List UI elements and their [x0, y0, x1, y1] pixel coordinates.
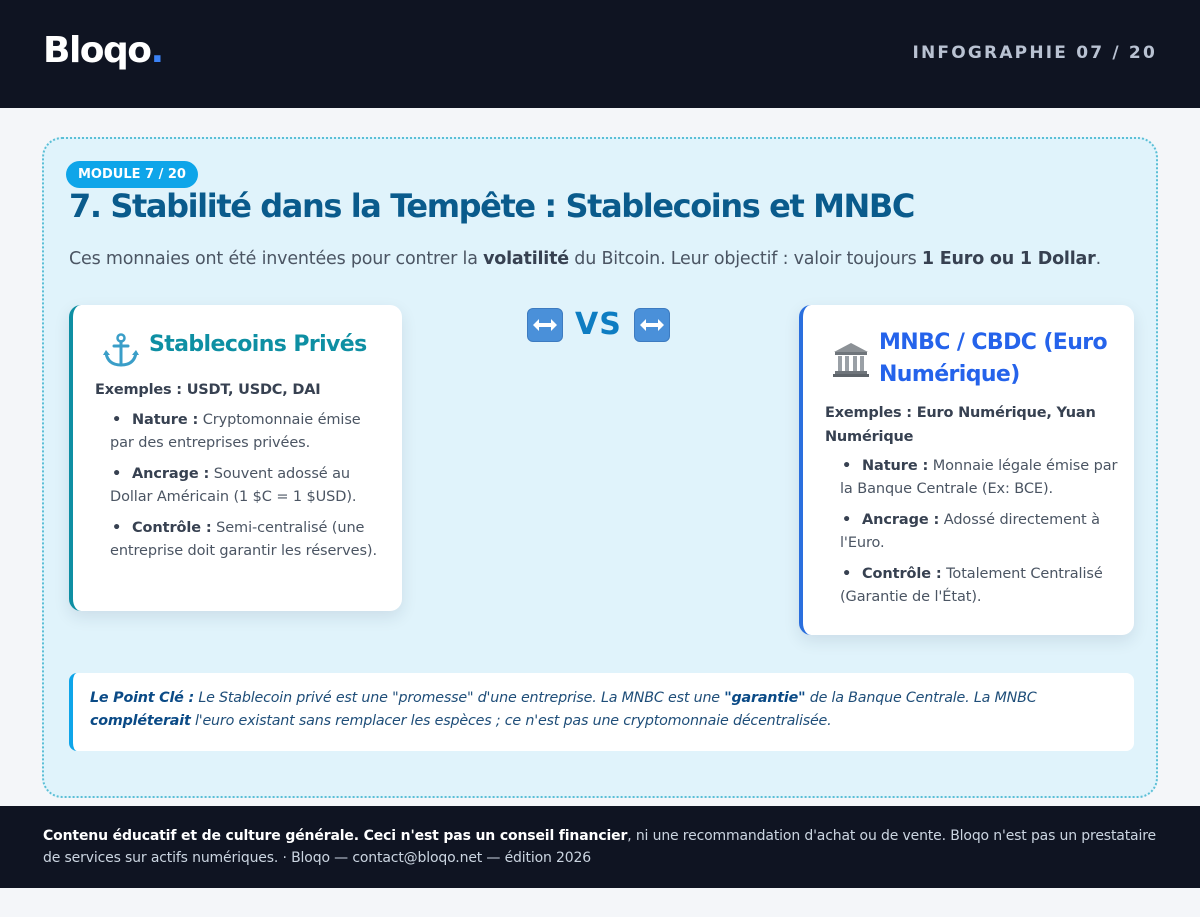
card-title: MNBC / CBDC (Euro Numérique): [879, 330, 1108, 387]
stablecoins-card: [69, 305, 402, 611]
card-examples: Exemples : Euro Numérique, Yuan Numérique: [825, 405, 1096, 445]
key-point-text: de la Banque Centrale. La MNBC: [805, 690, 1037, 706]
card-examples: Exemples : USDT, USDC, DAI: [95, 382, 321, 398]
intro-text: [69, 249, 1101, 269]
card-bullet-list: [840, 455, 1120, 617]
bullet-label: Ancrage :: [132, 466, 210, 482]
bullet-dot: •: [842, 512, 852, 528]
bullet-dot: •: [842, 566, 852, 582]
bullet-label: Contrôle :: [862, 566, 942, 582]
brand-logo[interactable]: [43, 30, 163, 71]
disclaimer-text: , ni une recommandation d'achat ou de vente. Bloqo n'est pas un prestataire de services sur actifs numériques. · Bloqo — contact@bloqo.net — édition 2026: [43, 828, 1156, 866]
intro-emphasis: 1 Euro ou 1 Dollar: [921, 249, 1096, 269]
bullet-text: Cryptomonnaie émise par des entreprises privées.: [110, 412, 361, 451]
bullet-dot: •: [112, 520, 122, 536]
bullet-label: Ancrage :: [862, 512, 940, 528]
intro-part: Ces monnaies ont été inventées pour contrer la: [69, 249, 484, 269]
key-point-text: l'euro existant sans remplacer les espèces ; ce n'est pas une cryptomonnaie décentralisée.: [190, 713, 832, 729]
bullet-text: Souvent adossé au Dollar Américain (1 $C = 1 $USD).: [110, 466, 357, 505]
bullet-dot: •: [112, 466, 122, 482]
anchor-icon: [101, 331, 141, 371]
bullet-text: Adossé directement à l'Euro.: [840, 512, 1100, 551]
card-bullet-list: [110, 409, 380, 571]
bullet-text: Semi-centralisé (une entreprise doit garantir les réserves).: [110, 520, 377, 559]
logo-dot: .: [150, 30, 163, 71]
versus-marker: [527, 307, 670, 342]
infographic-counter: INFOGRAPHIE 07 / 20: [912, 43, 1157, 63]
bullet-dot: •: [112, 412, 122, 428]
disclaimer-emphasis: Contenu éducatif et de culture générale. Ceci n'est pas un conseil financier: [43, 828, 628, 844]
cbdc-card: [799, 305, 1134, 635]
bullet-text: Totalement Centralisé (Garantie de l'État).: [840, 566, 1103, 605]
card-title: Stablecoins Privés: [149, 332, 367, 357]
card-header: [831, 327, 1129, 391]
top-header: [0, 0, 1200, 108]
bank-building-icon: [831, 340, 871, 380]
bullet-label: Nature :: [862, 458, 929, 474]
page-title: 7. Stabilité dans la Tempête : Stablecoins et MNBC: [69, 187, 914, 225]
bullet-item: [110, 517, 380, 563]
key-point-emphasis: "garantie": [724, 690, 806, 706]
bullet-label: Nature :: [132, 412, 199, 428]
bullet-text: Monnaie légale émise par la Banque Centrale (Ex: BCE).: [840, 458, 1118, 497]
module-card: [42, 137, 1158, 798]
key-point-text: Le Stablecoin privé est une "promesse" d'une entreprise. La MNBC est une: [193, 690, 725, 706]
bullet-item: [840, 455, 1120, 501]
bullet-item: [110, 463, 380, 509]
versus-label: VS: [575, 307, 622, 342]
disclaimer-footer: [0, 806, 1200, 888]
bullet-item: [110, 409, 380, 455]
intro-part: du Bitcoin. Leur objectif : valoir toujours: [568, 249, 922, 269]
module-badge: MODULE 7 / 20: [66, 161, 198, 188]
left-right-arrow-icon: [634, 308, 670, 342]
key-point-emphasis: compléterait: [90, 713, 191, 729]
bullet-label: Contrôle :: [132, 520, 212, 536]
key-point-callout: [69, 673, 1134, 751]
intro-emphasis: volatilité: [483, 249, 569, 269]
bullet-item: [840, 563, 1120, 609]
key-point-label: Le Point Clé :: [90, 690, 194, 706]
bullet-item: [840, 509, 1120, 555]
bullet-dot: •: [842, 458, 852, 474]
card-header: [101, 327, 367, 371]
intro-part: .: [1095, 249, 1101, 269]
logo-text: Bloqo: [43, 30, 151, 71]
left-right-arrow-icon: [527, 308, 563, 342]
